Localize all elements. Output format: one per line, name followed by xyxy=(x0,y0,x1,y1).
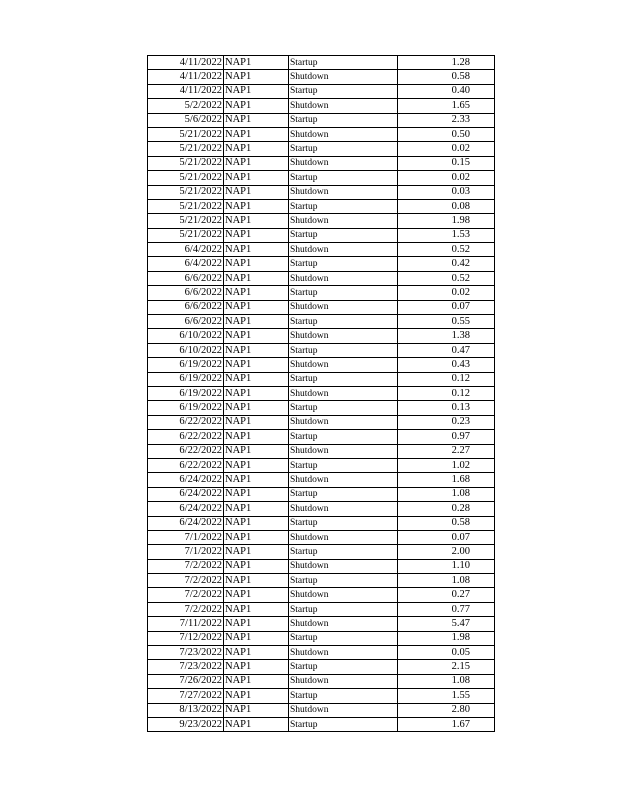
date-cell: 6/10/2022 xyxy=(148,329,224,343)
hours-cell: 0.23 xyxy=(398,415,495,429)
event-cell: Startup xyxy=(289,286,398,300)
table-row xyxy=(148,142,495,156)
table-row xyxy=(148,430,495,444)
event-cell: Shutdown xyxy=(289,300,398,314)
unit-cell: NAP1 xyxy=(224,243,289,257)
event-cell: Startup xyxy=(289,315,398,329)
event-cell: Shutdown xyxy=(289,156,398,170)
unit-cell: NAP1 xyxy=(224,142,289,156)
table-row xyxy=(148,300,495,314)
table-row xyxy=(148,473,495,487)
date-cell: 6/24/2022 xyxy=(148,487,224,501)
date-cell: 5/21/2022 xyxy=(148,185,224,199)
hours-cell: 1.67 xyxy=(398,717,495,731)
date-cell: 7/26/2022 xyxy=(148,674,224,688)
unit-cell: NAP1 xyxy=(224,171,289,185)
hours-cell: 0.15 xyxy=(398,156,495,170)
hours-cell: 1.68 xyxy=(398,473,495,487)
hours-cell: 1.08 xyxy=(398,674,495,688)
unit-cell: NAP1 xyxy=(224,113,289,127)
event-cell: Shutdown xyxy=(289,617,398,631)
table-row xyxy=(148,156,495,170)
table-row xyxy=(148,588,495,602)
table-row xyxy=(148,386,495,400)
table-row xyxy=(148,228,495,242)
unit-cell: NAP1 xyxy=(224,689,289,703)
hours-cell: 1.28 xyxy=(398,56,495,70)
hours-cell: 1.98 xyxy=(398,214,495,228)
unit-cell: NAP1 xyxy=(224,228,289,242)
date-cell: 6/6/2022 xyxy=(148,315,224,329)
event-cell: Startup xyxy=(289,717,398,731)
date-cell: 7/23/2022 xyxy=(148,660,224,674)
date-cell: 6/6/2022 xyxy=(148,271,224,285)
date-cell: 5/21/2022 xyxy=(148,228,224,242)
unit-cell: NAP1 xyxy=(224,84,289,98)
table-row xyxy=(148,487,495,501)
table-row xyxy=(148,171,495,185)
hours-cell: 0.02 xyxy=(398,286,495,300)
date-cell: 6/10/2022 xyxy=(148,343,224,357)
unit-cell: NAP1 xyxy=(224,329,289,343)
table-row xyxy=(148,343,495,357)
event-cell: Startup xyxy=(289,545,398,559)
date-cell: 7/12/2022 xyxy=(148,631,224,645)
date-cell: 6/19/2022 xyxy=(148,372,224,386)
event-cell: Shutdown xyxy=(289,358,398,372)
unit-cell: NAP1 xyxy=(224,444,289,458)
unit-cell: NAP1 xyxy=(224,631,289,645)
hours-cell: 0.52 xyxy=(398,243,495,257)
date-cell: 7/2/2022 xyxy=(148,559,224,573)
date-cell: 7/2/2022 xyxy=(148,574,224,588)
unit-cell: NAP1 xyxy=(224,99,289,113)
date-cell: 4/11/2022 xyxy=(148,70,224,84)
table-row xyxy=(148,372,495,386)
event-cell: Shutdown xyxy=(289,415,398,429)
hours-cell: 0.52 xyxy=(398,271,495,285)
hours-cell: 1.10 xyxy=(398,559,495,573)
unit-cell: NAP1 xyxy=(224,286,289,300)
date-cell: 6/24/2022 xyxy=(148,473,224,487)
table-row xyxy=(148,660,495,674)
unit-cell: NAP1 xyxy=(224,559,289,573)
event-log-table xyxy=(147,55,495,732)
hours-cell: 0.58 xyxy=(398,70,495,84)
hours-cell: 2.15 xyxy=(398,660,495,674)
event-cell: Shutdown xyxy=(289,674,398,688)
table-row xyxy=(148,84,495,98)
date-cell: 6/22/2022 xyxy=(148,444,224,458)
hours-cell: 1.38 xyxy=(398,329,495,343)
date-cell: 6/22/2022 xyxy=(148,415,224,429)
hours-cell: 0.28 xyxy=(398,502,495,516)
event-cell: Shutdown xyxy=(289,70,398,84)
unit-cell: NAP1 xyxy=(224,358,289,372)
hours-cell: 0.55 xyxy=(398,315,495,329)
table-row xyxy=(148,243,495,257)
hours-cell: 1.08 xyxy=(398,574,495,588)
unit-cell: NAP1 xyxy=(224,617,289,631)
unit-cell: NAP1 xyxy=(224,315,289,329)
unit-cell: NAP1 xyxy=(224,199,289,213)
table-row xyxy=(148,257,495,271)
event-cell: Startup xyxy=(289,602,398,616)
event-cell: Shutdown xyxy=(289,99,398,113)
date-cell: 5/21/2022 xyxy=(148,142,224,156)
table-row xyxy=(148,559,495,573)
unit-cell: NAP1 xyxy=(224,646,289,660)
date-cell: 5/21/2022 xyxy=(148,127,224,141)
date-cell: 6/24/2022 xyxy=(148,516,224,530)
date-cell: 6/4/2022 xyxy=(148,257,224,271)
table-row xyxy=(148,674,495,688)
event-cell: Shutdown xyxy=(289,127,398,141)
table-row xyxy=(148,574,495,588)
unit-cell: NAP1 xyxy=(224,257,289,271)
hours-cell: 2.33 xyxy=(398,113,495,127)
unit-cell: NAP1 xyxy=(224,660,289,674)
unit-cell: NAP1 xyxy=(224,401,289,415)
unit-cell: NAP1 xyxy=(224,516,289,530)
event-cell: Startup xyxy=(289,401,398,415)
table-row xyxy=(148,703,495,717)
date-cell: 8/13/2022 xyxy=(148,703,224,717)
hours-cell: 1.98 xyxy=(398,631,495,645)
event-cell: Startup xyxy=(289,56,398,70)
table-row xyxy=(148,689,495,703)
hours-cell: 5.47 xyxy=(398,617,495,631)
unit-cell: NAP1 xyxy=(224,717,289,731)
date-cell: 5/21/2022 xyxy=(148,171,224,185)
date-cell: 7/1/2022 xyxy=(148,530,224,544)
event-cell: Shutdown xyxy=(289,386,398,400)
hours-cell: 0.12 xyxy=(398,372,495,386)
unit-cell: NAP1 xyxy=(224,487,289,501)
table-row xyxy=(148,286,495,300)
table-row xyxy=(148,617,495,631)
event-cell: Startup xyxy=(289,228,398,242)
table-row xyxy=(148,646,495,660)
event-cell: Startup xyxy=(289,171,398,185)
event-cell: Shutdown xyxy=(289,473,398,487)
date-cell: 6/24/2022 xyxy=(148,502,224,516)
event-cell: Startup xyxy=(289,113,398,127)
date-cell: 6/22/2022 xyxy=(148,430,224,444)
hours-cell: 0.40 xyxy=(398,84,495,98)
date-cell: 4/11/2022 xyxy=(148,56,224,70)
hours-cell: 0.13 xyxy=(398,401,495,415)
table-row xyxy=(148,401,495,415)
hours-cell: 0.02 xyxy=(398,171,495,185)
table-row xyxy=(148,127,495,141)
date-cell: 7/27/2022 xyxy=(148,689,224,703)
hours-cell: 2.00 xyxy=(398,545,495,559)
date-cell: 7/2/2022 xyxy=(148,588,224,602)
unit-cell: NAP1 xyxy=(224,56,289,70)
unit-cell: NAP1 xyxy=(224,588,289,602)
table-row xyxy=(148,602,495,616)
table-row xyxy=(148,315,495,329)
table-row xyxy=(148,458,495,472)
table-row xyxy=(148,185,495,199)
unit-cell: NAP1 xyxy=(224,674,289,688)
table-row xyxy=(148,358,495,372)
event-log-body xyxy=(148,56,495,732)
event-cell: Startup xyxy=(289,430,398,444)
hours-cell: 0.07 xyxy=(398,530,495,544)
date-cell: 6/4/2022 xyxy=(148,243,224,257)
hours-cell: 0.07 xyxy=(398,300,495,314)
event-cell: Shutdown xyxy=(289,243,398,257)
table-row xyxy=(148,415,495,429)
hours-cell: 0.42 xyxy=(398,257,495,271)
table-row xyxy=(148,444,495,458)
hours-cell: 0.02 xyxy=(398,142,495,156)
date-cell: 7/11/2022 xyxy=(148,617,224,631)
event-cell: Startup xyxy=(289,343,398,357)
hours-cell: 0.77 xyxy=(398,602,495,616)
event-cell: Startup xyxy=(289,257,398,271)
date-cell: 5/21/2022 xyxy=(148,156,224,170)
unit-cell: NAP1 xyxy=(224,458,289,472)
event-cell: Shutdown xyxy=(289,185,398,199)
hours-cell: 0.47 xyxy=(398,343,495,357)
unit-cell: NAP1 xyxy=(224,214,289,228)
event-cell: Shutdown xyxy=(289,502,398,516)
hours-cell: 0.08 xyxy=(398,199,495,213)
date-cell: 6/6/2022 xyxy=(148,286,224,300)
hours-cell: 0.05 xyxy=(398,646,495,660)
hours-cell: 1.55 xyxy=(398,689,495,703)
table-row xyxy=(148,502,495,516)
table-row xyxy=(148,214,495,228)
event-cell: Shutdown xyxy=(289,559,398,573)
table-row xyxy=(148,56,495,70)
event-cell: Shutdown xyxy=(289,329,398,343)
event-cell: Startup xyxy=(289,84,398,98)
event-cell: Startup xyxy=(289,142,398,156)
table-row xyxy=(148,631,495,645)
hours-cell: 0.58 xyxy=(398,516,495,530)
event-cell: Shutdown xyxy=(289,271,398,285)
unit-cell: NAP1 xyxy=(224,127,289,141)
table-row xyxy=(148,530,495,544)
date-cell: 9/23/2022 xyxy=(148,717,224,731)
event-cell: Startup xyxy=(289,516,398,530)
event-cell: Startup xyxy=(289,487,398,501)
table-row xyxy=(148,70,495,84)
unit-cell: NAP1 xyxy=(224,545,289,559)
event-cell: Shutdown xyxy=(289,703,398,717)
event-cell: Startup xyxy=(289,458,398,472)
unit-cell: NAP1 xyxy=(224,386,289,400)
table-row xyxy=(148,329,495,343)
event-cell: Shutdown xyxy=(289,214,398,228)
date-cell: 6/19/2022 xyxy=(148,401,224,415)
hours-cell: 0.12 xyxy=(398,386,495,400)
event-cell: Shutdown xyxy=(289,444,398,458)
hours-cell: 2.27 xyxy=(398,444,495,458)
date-cell: 5/2/2022 xyxy=(148,99,224,113)
unit-cell: NAP1 xyxy=(224,530,289,544)
event-cell: Shutdown xyxy=(289,530,398,544)
table-row xyxy=(148,545,495,559)
date-cell: 6/22/2022 xyxy=(148,458,224,472)
date-cell: 6/19/2022 xyxy=(148,358,224,372)
hours-cell: 1.65 xyxy=(398,99,495,113)
unit-cell: NAP1 xyxy=(224,343,289,357)
unit-cell: NAP1 xyxy=(224,473,289,487)
table-row xyxy=(148,99,495,113)
event-cell: Startup xyxy=(289,631,398,645)
table-row xyxy=(148,271,495,285)
unit-cell: NAP1 xyxy=(224,300,289,314)
table-row xyxy=(148,199,495,213)
hours-cell: 0.50 xyxy=(398,127,495,141)
hours-cell: 1.08 xyxy=(398,487,495,501)
event-cell: Shutdown xyxy=(289,588,398,602)
date-cell: 4/11/2022 xyxy=(148,84,224,98)
unit-cell: NAP1 xyxy=(224,574,289,588)
event-cell: Startup xyxy=(289,372,398,386)
date-cell: 5/21/2022 xyxy=(148,214,224,228)
unit-cell: NAP1 xyxy=(224,430,289,444)
table-row xyxy=(148,516,495,530)
hours-cell: 1.02 xyxy=(398,458,495,472)
table-row xyxy=(148,113,495,127)
event-cell: Startup xyxy=(289,199,398,213)
date-cell: 7/23/2022 xyxy=(148,646,224,660)
hours-cell: 0.27 xyxy=(398,588,495,602)
hours-cell: 0.43 xyxy=(398,358,495,372)
unit-cell: NAP1 xyxy=(224,602,289,616)
event-cell: Startup xyxy=(289,689,398,703)
table-row xyxy=(148,717,495,731)
unit-cell: NAP1 xyxy=(224,703,289,717)
event-cell: Startup xyxy=(289,574,398,588)
unit-cell: NAP1 xyxy=(224,70,289,84)
date-cell: 6/6/2022 xyxy=(148,300,224,314)
hours-cell: 2.80 xyxy=(398,703,495,717)
hours-cell: 0.03 xyxy=(398,185,495,199)
unit-cell: NAP1 xyxy=(224,502,289,516)
date-cell: 7/2/2022 xyxy=(148,602,224,616)
hours-cell: 1.53 xyxy=(398,228,495,242)
unit-cell: NAP1 xyxy=(224,415,289,429)
date-cell: 5/21/2022 xyxy=(148,199,224,213)
date-cell: 6/19/2022 xyxy=(148,386,224,400)
unit-cell: NAP1 xyxy=(224,156,289,170)
date-cell: 7/1/2022 xyxy=(148,545,224,559)
date-cell: 5/6/2022 xyxy=(148,113,224,127)
unit-cell: NAP1 xyxy=(224,372,289,386)
event-cell: Startup xyxy=(289,660,398,674)
event-cell: Shutdown xyxy=(289,646,398,660)
unit-cell: NAP1 xyxy=(224,185,289,199)
hours-cell: 0.97 xyxy=(398,430,495,444)
unit-cell: NAP1 xyxy=(224,271,289,285)
